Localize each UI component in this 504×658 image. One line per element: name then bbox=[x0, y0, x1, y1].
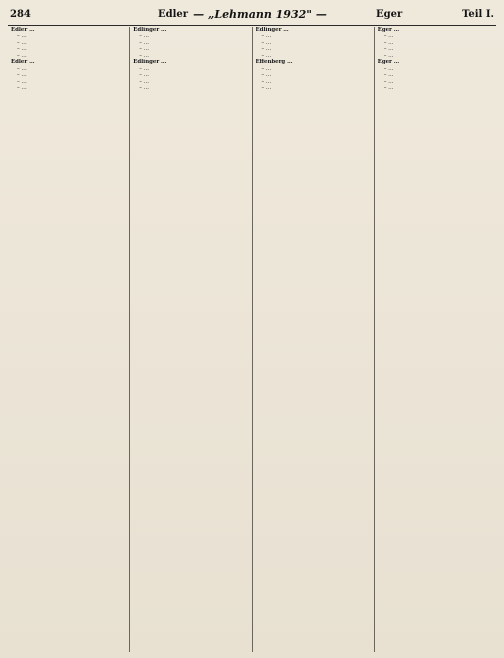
directory-entry: Edler … bbox=[11, 59, 35, 66]
directory-entry: – … bbox=[17, 33, 27, 40]
directory-entry: – … bbox=[17, 52, 27, 59]
directory-entry: Eger … bbox=[377, 59, 400, 66]
column-2 bbox=[130, 27, 252, 652]
directory-entry: – … bbox=[139, 52, 150, 59]
page-header bbox=[8, 7, 496, 26]
directory-entry: – … bbox=[383, 33, 394, 40]
directory-entry: – … bbox=[261, 65, 272, 72]
directory-entry: – … bbox=[139, 65, 150, 72]
header-right-keyword: Eger bbox=[376, 9, 403, 20]
directory-entry: Effenberg … bbox=[255, 59, 293, 66]
header-left-keyword: Edler bbox=[158, 9, 189, 20]
directory-entry: Edlinger … bbox=[133, 59, 167, 66]
directory-entry: – … bbox=[139, 72, 150, 79]
directory-entry: Edlinger … bbox=[133, 27, 167, 33]
column-3 bbox=[253, 27, 375, 652]
directory-entry: – … bbox=[17, 85, 27, 92]
directory-entry: – … bbox=[383, 78, 394, 85]
directory-entry: – … bbox=[17, 65, 27, 72]
page-number: 284 bbox=[10, 9, 31, 20]
directory-entry: – … bbox=[261, 78, 272, 85]
directory-entry: – … bbox=[383, 52, 394, 59]
directory-entry: – … bbox=[17, 46, 27, 53]
directory-entry: – … bbox=[139, 46, 150, 53]
column-4 bbox=[375, 27, 496, 652]
directory-entry: – … bbox=[17, 78, 27, 85]
directory-entry: – … bbox=[17, 39, 27, 46]
directory-entry: Eger … bbox=[377, 27, 400, 33]
directory-entry: – … bbox=[139, 39, 150, 46]
directory-entry: Edler … bbox=[11, 27, 35, 33]
directory-entry: – … bbox=[261, 46, 272, 53]
directory-entry: – … bbox=[261, 72, 272, 79]
header-title: — „Lehmann 1932" — bbox=[193, 8, 327, 21]
directory-entry: – … bbox=[17, 72, 27, 79]
directory-entry: – … bbox=[383, 72, 394, 79]
directory-entry: – … bbox=[139, 78, 150, 85]
directory-entry: – … bbox=[139, 85, 150, 92]
directory-entry: – … bbox=[261, 33, 272, 40]
column-1 bbox=[8, 27, 130, 652]
directory-entry: – … bbox=[383, 65, 394, 72]
directory-entry: – … bbox=[261, 85, 272, 92]
directory-entry: Edlinger … bbox=[255, 27, 289, 33]
directory-columns bbox=[8, 27, 496, 652]
header-part: Teil I. bbox=[462, 9, 494, 20]
directory-entry: – … bbox=[261, 39, 272, 46]
directory-entry: – … bbox=[383, 46, 394, 53]
directory-entry: – … bbox=[139, 33, 150, 40]
directory-entry: – … bbox=[383, 39, 394, 46]
directory-entry: – … bbox=[261, 52, 272, 59]
directory-entry: – … bbox=[383, 85, 394, 92]
